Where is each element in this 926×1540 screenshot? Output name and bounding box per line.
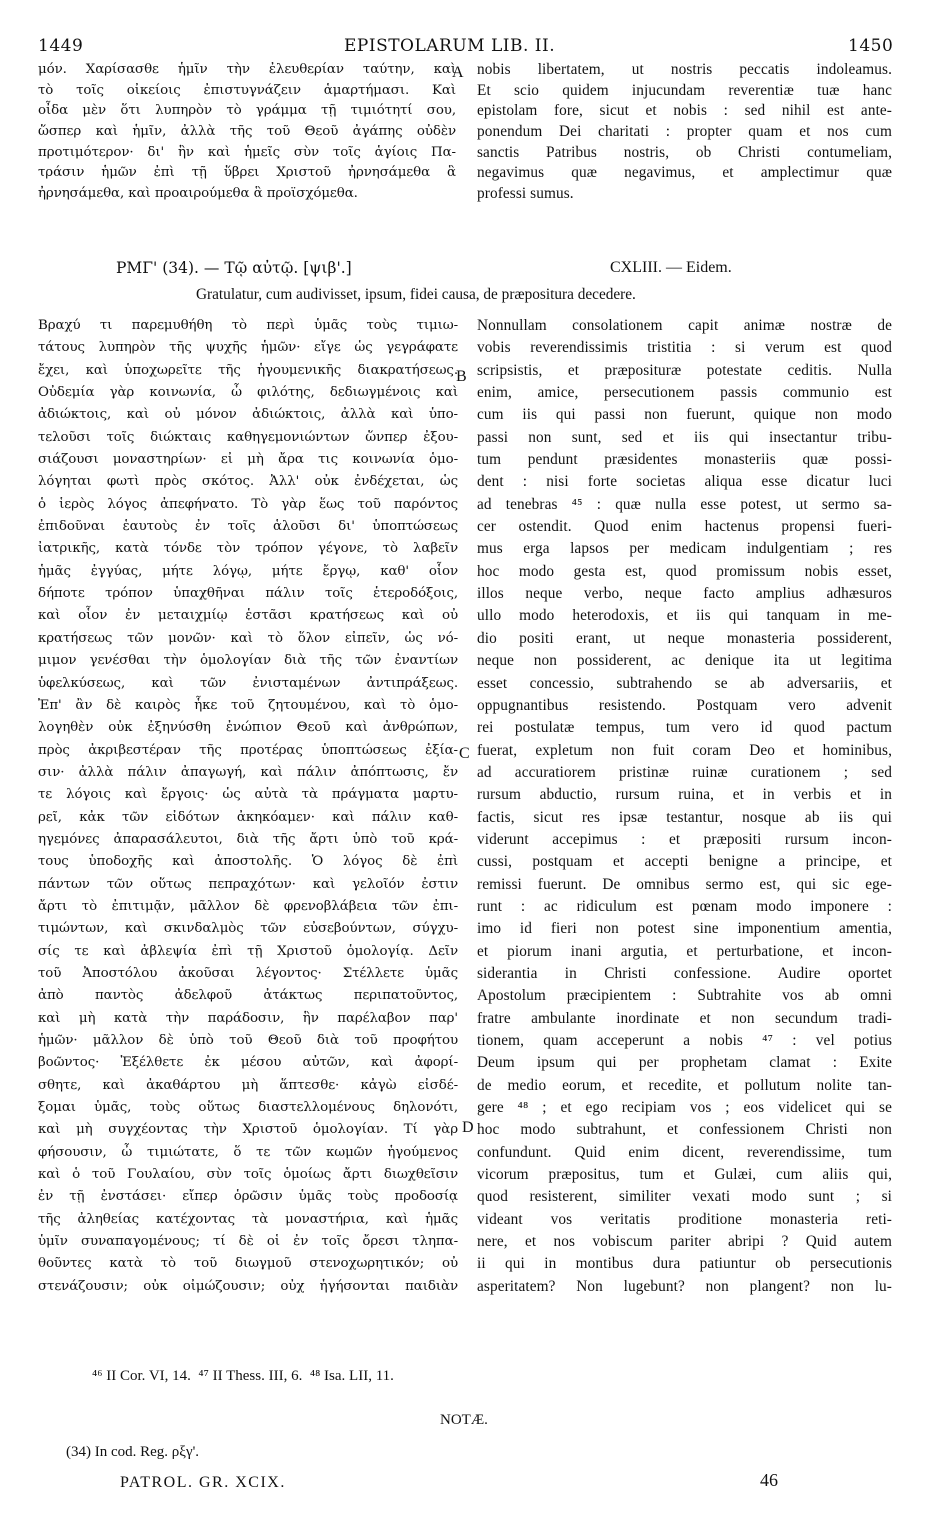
latin-text-line: imo id fieri non potest sine imponentium amentia, xyxy=(477,920,892,938)
greek-text-line: σίς τε καὶ ἀβλεψία ἐπὶ τῇ Χριστοῦ ὁμολογίᾳ. Δεῖν xyxy=(38,943,458,959)
greek-text-line: Οὐδεμία γὰρ κοινωνία, ὦ φιλότης, δεδιωγμένοις καὶ xyxy=(38,385,458,401)
latin-text-line: cer ostendit. Quod enim hactenus propensi fueri- xyxy=(477,518,892,536)
margin-letter-d: D xyxy=(462,1119,474,1136)
body-latin-column xyxy=(477,315,892,1298)
greek-text-line: τάτους λυπηρὸν τῆς ψυχῆς ἡμῶν· εἴγε ὡς γεγράφατε xyxy=(38,340,458,356)
greek-text-line: ἀδιώκτοις, καὶ οὐ μόνον ἀδιώκτοις, ἀλλὰ καὶ ὑπο- xyxy=(38,407,458,423)
greek-text-line: ξομαι ὑμᾶς, τοὺς οὕτως διαστελλομένους δηλονότι, xyxy=(38,1100,458,1116)
letter-summary: Gratulatur, cum audivisset, ipsum, fidei causa, de præpositura decedere. xyxy=(196,286,636,303)
greek-text-line: καὶ μὴ συγχέοντας τὴν Χριστοῦ ὁμολογίαν. Τί γὰρ xyxy=(38,1122,458,1138)
greek-text-line: καὶ οἷον ἐν μεταιχμίῳ ἑστᾶσι κρατήσεως καὶ οὐ xyxy=(38,608,458,624)
latin-text-line: oppugnantibus resistendo. Postquam vero advenit xyxy=(477,696,892,714)
greek-text-line: καὶ ὁ τοῦ Γουλαίου, σὺν τοῖς ὁμοίως ἄρτι διωχθεῖσιν xyxy=(38,1167,458,1183)
greek-text-line: μιμον γενέσθαι τὴν ὁμολογίαν διὰ τῆς τῶν ἐναντίων xyxy=(38,653,458,669)
greek-text-line: ρεῖ, κἀκ τῶν εἰδότων ἀκηκόαμεν· καὶ πάλιν καθ- xyxy=(38,809,458,825)
latin-text-line: factis, sicut res ipsæ testantur, nosque ab iis qui xyxy=(477,808,892,826)
notes-entry: (34) In cod. Reg. ρξγ'. xyxy=(66,1444,200,1460)
greek-text-line: ὑμῖν συναπαγομένους; τί δὲ οἱ ἐν τοῖς ὄρεσι τληπα- xyxy=(38,1234,458,1250)
greek-text-line: τελοῦσι τοῖς διώκταις καθηγεμονιώντων ὥνπερ ἐξου- xyxy=(38,429,458,445)
greek-text-line: λογηθὲν οὐκ ἐξηνύσθη ἐνώπιον Θεοῦ καὶ ἀνθρώπων, xyxy=(38,720,458,736)
latin-text-line: dent : nisi forte societas aliqua esse dicatur luci xyxy=(477,473,892,491)
greek-text-line: ἐν τῇ ἐνστάσει· εἴπερ ὁρῶσιν ὑμᾶς τοὺς προδοσίᾳ xyxy=(38,1189,458,1205)
latin-text-line: scripsistis, et præposituræ potestate ceditis. Nulla xyxy=(477,361,892,379)
latin-text-line: Deum ipsum qui per prophetam clamat : Exite xyxy=(477,1054,892,1072)
latin-text-line: siderantia in Christi confessione. Audire oportet xyxy=(477,964,892,982)
latin-text-line: ullo modo heterodoxis, et iis qui tanquam in me- xyxy=(477,607,892,625)
latin-text-line: nere, et nos vobiscum pariter abripi ? Quid autem xyxy=(477,1233,892,1251)
latin-text-line: tum pendunt præsidentes monasteriis quæ possi- xyxy=(477,451,892,469)
latin-text-line: negavimus quæ negavimus, et amplectimur quæ xyxy=(477,164,892,182)
greek-text-line: λόγηται φωτὶ πρὸς σκότος. Ἀλλ' οὐκ ἐνδέχεται, ὡς xyxy=(38,474,458,490)
page-number-left: 1449 xyxy=(38,36,84,56)
greek-text-line: ἠρνησάμεθα, καὶ προαιρούμεθα ἃ προϊσχόμεθα. xyxy=(38,186,358,202)
latin-text-line: confundunt. Quid enim dicent, reverendissime, tum xyxy=(477,1143,892,1161)
latin-text-line: ii qui in montibus dura patiuntur ob persecutionis xyxy=(477,1255,892,1273)
margin-letter-a: A xyxy=(452,64,464,81)
body-greek-column xyxy=(38,315,458,1298)
latin-text-line: enim, amice, persecutionem passis communio est xyxy=(477,384,892,402)
margin-letter-b: B xyxy=(456,368,467,385)
latin-text-line: tionem, quam acceperunt a nobis ⁴⁷ : vel potius xyxy=(477,1032,892,1049)
volume-footer: PATROL. GR. XCIX. xyxy=(120,1474,286,1491)
greek-text-line: καὶ μὴ κατὰ τὴν παράδοσιν, ἣν παρέλαβον παρ' xyxy=(38,1010,458,1026)
latin-text-line: professi sumus. xyxy=(477,185,574,203)
greek-text-line: πρὸς ἀκριβεστέραν τῆς προτέρας ὑποπτώσεως ἐξία- xyxy=(38,742,458,758)
notes-heading: NOTÆ. xyxy=(440,1412,488,1428)
greek-text-line: σθητε, καὶ ἀκαθάρτου μὴ ἅπτεσθε· κἀγὼ εἰσδέ- xyxy=(38,1077,458,1093)
greek-text-line: Ἐπ' ἂν δὲ καιρὸς ἧκε τοῦ ζητουμένου, καὶ τὸ ὁμο- xyxy=(38,697,458,713)
latin-text-line: esset concessio, subtrahendo se ab adversariis, et xyxy=(477,674,892,692)
greek-text-line: στενάζουσιν; οὐκ οἰμώζουσιν; οὐχ ἡγήσονται παιδιὰν xyxy=(38,1278,458,1294)
greek-text-line: τῆς ἀληθείας κατέχοντας τὰ μοναστήρια, καὶ ἡμᾶς xyxy=(38,1211,458,1227)
greek-letter-title: ΡΜΓ' (34). — Τῷ αὐτῷ. [ψιβ'.] xyxy=(116,259,352,277)
greek-text-line: ὥσπερ καὶ ἡμῖν, ἀλλὰ τῆς τοῦ Θεοῦ ἀγάπης οὐδὲν xyxy=(38,124,456,140)
greek-text-line: τοῦ Ἀποστόλου ἀκοῦσαι λέγοντος· Στέλλετε ὑμᾶς xyxy=(38,965,458,981)
top-latin-column xyxy=(477,60,892,205)
latin-text-line: nobis libertatem, ut nostris peccatis indoleamus. xyxy=(477,61,892,78)
latin-text-line: Nonnullam consolationem capit animæ nostræ de xyxy=(477,317,892,334)
latin-text-line: dio positi erant, ut neque monasteria possiderent, xyxy=(477,629,892,647)
page-number-right: 1450 xyxy=(848,36,894,56)
greek-text-line: ὁ ἱερὸς λόγος ἀπεφήνατο. Τὸ γὰρ ἕως τοῦ παρόντος xyxy=(38,496,458,512)
greek-text-line: τε λόγοις καὶ ἔργοις· ὡς αὐτὰ τὰ πράγματα μαρτυ- xyxy=(38,787,458,803)
greek-text-line: φήσουσιν, ὦ τιμιώτατε, ὅ τε τῶν κωμῶν ἡγούμενος xyxy=(38,1144,458,1160)
greek-text-line: κρατήσεως τῶν μονῶν· καὶ τὸ ὅλον εἰπεῖν, ὡς νό- xyxy=(38,630,458,646)
latin-text-line: vobis reverendissimis tristitia : si verum est quod xyxy=(477,339,892,357)
latin-text-line: Et scio quidem injucundam reverentiæ tuæ hanc xyxy=(477,81,892,99)
latin-text-line: hoc modo subtrahunt, et confessionem Christi non xyxy=(477,1121,892,1139)
greek-text-line: οἶδα μὲν ὅτι λυπηρὸν τὸ γράμμα τῇ τιμιότητί σου, xyxy=(38,103,456,119)
latin-text-line: rei postulatæ tempus, tum vero id quod pactum xyxy=(477,719,892,737)
greek-text-line: ὑφελκύσεως, καὶ τῶν ἐνισταμένων ἀντιπράξεως. xyxy=(38,675,458,691)
latin-text-line: mus erga lapsos per medicam indulgentiam ; res xyxy=(477,540,892,558)
signature-number: 46 xyxy=(760,1470,778,1490)
greek-text-line: τράσιν ἡμῶν ἐπὶ τῇ ὕβρει Χριστοῦ ἠρνησάμεθα ἃ xyxy=(38,165,456,181)
greek-text-line: πάντων τῶν οὕτως πεπραχότων· καὶ γελοῖόν ἐστιν xyxy=(38,876,458,892)
latin-text-line: passi non sunt, sed et iis qui insectantur tribu- xyxy=(477,428,892,446)
greek-text-line: σιν· ἀλλὰ πάλιν ἀπαγωγή, καὶ πάλιν ἀπόπτωσις, ἔν xyxy=(38,764,458,780)
latin-text-line: illos neque verbo, neque facto amplius adhæsuros xyxy=(477,585,892,603)
greek-text-line: ἰατρικῆς, κατὰ τόνδε τὸν τρόπον γέγονε, τὸ λαβεῖν xyxy=(38,541,458,557)
greek-text-line: ἐπιδοῦναι ἑαυτοὺς ἐν τοῖς ἁλοῦσι δι' ὑποπτώσεως xyxy=(38,519,458,535)
latin-text-line: videant vos veritatis proditione monasteria reti- xyxy=(477,1210,892,1228)
latin-text-line: cussi, postquam et accepti benigne a principe, et xyxy=(477,853,892,871)
greek-text-line: ἡμᾶς ἐγγύας, μήτε λόγῳ, μήτε ἔργῳ, καθ' οἷον xyxy=(38,563,458,579)
latin-text-line: epistolam fore, sicut et nobis : sed nihil est ante- xyxy=(477,102,892,120)
greek-text-line: ἡμῶν· μᾶλλον δὲ ὑπὸ τοῦ Θεοῦ διὰ τοῦ προφήτου xyxy=(38,1033,458,1048)
latin-text-line: asperitatem? Non lugebunt? non plangent? non lu- xyxy=(477,1277,892,1295)
latin-text-line: gere ⁴⁸ ; et ego recipiam vos ; eos videlicet qui se xyxy=(477,1099,892,1117)
latin-text-line: hoc modo gesta est, quod promissum nobis esset, xyxy=(477,562,892,580)
greek-text-line: τὸ τοῖς οἰκείοις ἐπιστυγνάζειν ἁμαρτήμασι. Καὶ xyxy=(38,82,456,98)
greek-text-line: ἔχει, καὶ ὑποχωρεῖτε τῆς ἡγουμενικῆς διακρατήσεως. xyxy=(38,362,458,378)
margin-letter-c: C xyxy=(459,745,470,762)
greek-text-line: τιμώντων, καὶ σκινδαλμὸς τῶν εὐσεβούντων, σύγχυ- xyxy=(38,921,458,937)
top-greek-column xyxy=(38,60,456,205)
greek-text-line: ἄρτι τὸ ἐπιτιμᾷν, μᾶλλον δὲ φρενοβλάβεια τῶν ἐπι- xyxy=(38,898,458,914)
greek-text-line: ηγεμόνες ἀπαρασάλευτοι, διὰ τῆς ἄρτι ὑπὸ τοῦ κρά- xyxy=(38,831,458,847)
running-title: EPISTOLARUM LIB. II. xyxy=(344,36,556,56)
latin-text-line: runt : ac ridiculum est pœnam modo imponere : xyxy=(477,897,892,915)
greek-text-line: προτιμότερον· δι' ἣν καὶ ἡμεῖς σὺν τοῖς ἁγίοις Πα- xyxy=(38,144,456,160)
latin-text-line: remissi fuerunt. De omnibus sermo est, qui sic ege- xyxy=(477,875,892,893)
latin-text-line: cum iis qui passi non fuerunt, quique non modo xyxy=(477,406,892,424)
greek-text-line: βοῶντος· Ἐξέλθετε ἐκ μέσου αὐτῶν, καὶ ἀφορί- xyxy=(38,1055,458,1071)
greek-text-line: δήποτε τρόπον ὑπαχθῆναι πάλιν τοῖς ἑτεροδόξοις, xyxy=(38,586,458,602)
latin-text-line: ad accuratiorem pristinæ ruinæ curationem ; sed xyxy=(477,763,892,781)
latin-text-line: de medio eorum, et recedite, et pollutum nolite tan- xyxy=(477,1076,892,1094)
latin-text-line: ponendum Dei charitati : propter quam et nos cum xyxy=(477,123,892,141)
latin-text-line: fratre ambulante inordinate et non secundum tradi- xyxy=(477,1009,892,1027)
greek-text-line: σιάζουσι μοναστηρίων· εἰ μὴ ἄρα τις κοινωνία ὁμο- xyxy=(38,452,458,468)
greek-text-line: θοῦντες κατὰ τὸ τοῦ διωγμοῦ στενοχωρητικόν; οὐ xyxy=(38,1256,458,1272)
greek-text-line: τους ὑποδοχῆς καὶ ἀποστολῆς. Ὁ λόγος δὲ ἐπὶ xyxy=(38,854,458,870)
latin-text-line: et piorum inani argutia, et perturbatione, et incon- xyxy=(477,942,892,960)
latin-text-line: Apostolum præcipientem : Subtrahite vos ab omni xyxy=(477,987,892,1005)
latin-text-line: ad tenebras ⁴⁵ : quæ nulla esse potest, ut sermo sa- xyxy=(477,495,892,513)
latin-text-line: rursum abductio, rursum ruina, et in verbis et in xyxy=(477,786,892,804)
latin-text-line: viderunt accepimus : et præpositi rursum incon- xyxy=(477,830,892,848)
latin-text-line: quod resisterent, similiter vexati modo sunt ; si xyxy=(477,1188,892,1206)
footnotes: ⁴⁶ II Cor. VI, 14. ⁴⁷ II Thess. III, 6. ⁴⁸ Isa. LII, 11. xyxy=(92,1368,394,1384)
latin-text-line: fuerat, expletum non fuit coram Deo et hominibus, xyxy=(477,741,892,759)
latin-text-line: neque non possiderent, ac denique ita ut legitima xyxy=(477,652,892,670)
latin-text-line: sanctis Patribus nostris, ob Christi contumeliam, xyxy=(477,143,892,161)
greek-text-line: ἀπὸ παντὸς ἀδελφοῦ ἀτάκτως περιπατοῦντος, xyxy=(38,988,458,1004)
latin-text-line: vicorum præpositus, tum et Gulæi, cum aliis qui, xyxy=(477,1166,892,1184)
greek-text-line: Βραχύ τι παρεμυθήθη τὸ περὶ ὑμᾶς τοὺς τιμιω- xyxy=(38,318,458,333)
greek-text-line: μόν. Χαρίσασθε ἡμῖν τὴν ἐλευθερίαν ταύτην, καὶ xyxy=(38,62,456,77)
latin-letter-title: CXLIII. — Eidem. xyxy=(610,259,732,276)
